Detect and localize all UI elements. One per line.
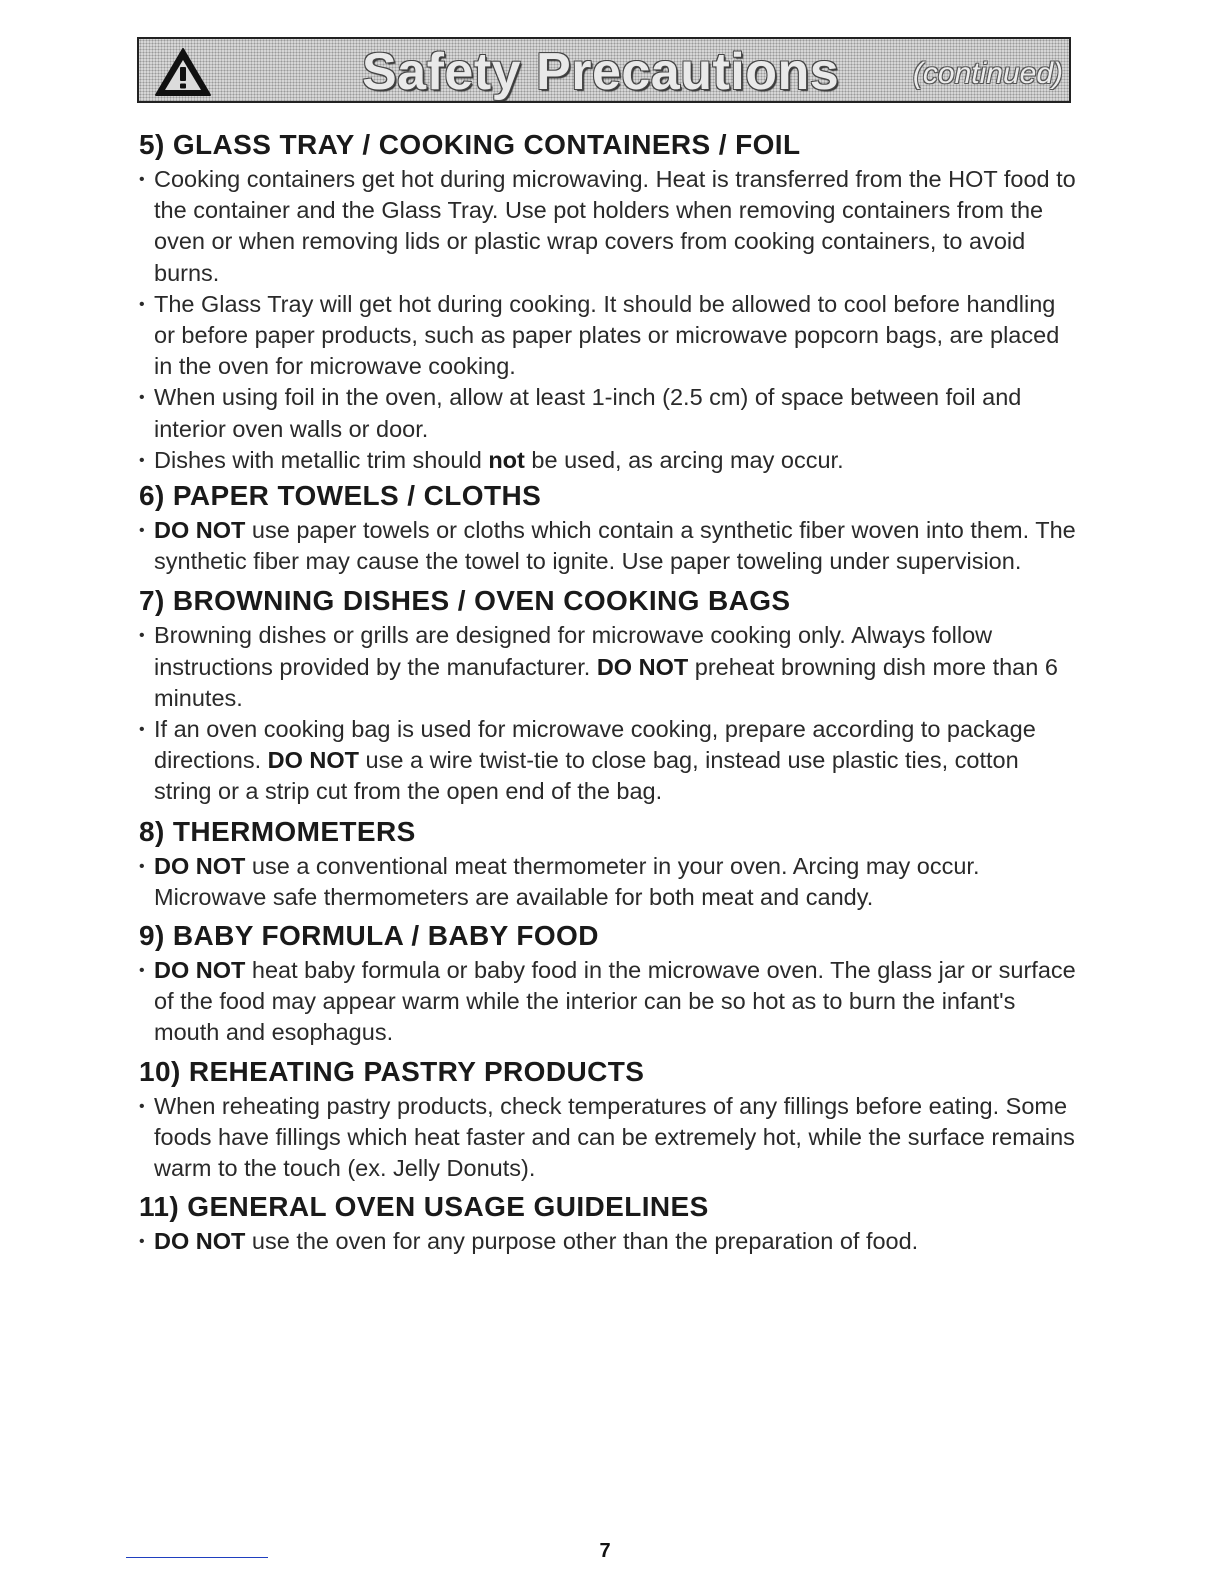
bullet-list <box>139 955 1079 1049</box>
section-heading: 8) THERMOMETERS <box>139 815 416 847</box>
section-heading: 5) GLASS TRAY / COOKING CONTAINERS / FOIL <box>139 129 801 160</box>
bullet-item: • Cooking containers get hot during microwaving. Heat is transferred from the HOT food to the container and the Glass Tray. Use pot holders when removing containers from the oven or when removing lids or plastic wrap covers from cooking containers, to avoid burns. <box>139 164 1079 289</box>
page-header-banner <box>137 37 1071 103</box>
section-heading: 11) GENERAL OVEN USAGE GUIDELINES <box>139 1191 709 1223</box>
bullet-list <box>139 620 1079 807</box>
footer-rule <box>126 1557 268 1558</box>
bullet-list <box>139 164 1079 476</box>
section-heading: 9) BABY FORMULA / BABY FOOD <box>139 920 599 952</box>
bullet-list <box>139 1226 1079 1257</box>
bullet-item: • DO NOT use paper towels or cloths which contain a synthetic fiber woven into them. The synthetic fiber may cause the towel to ignite. Use paper toweling under supervision. <box>139 515 1079 577</box>
section-heading: 6) PAPER TOWELS / CLOTHS <box>139 480 542 512</box>
bullet-item: • If an oven cooking bag is used for microwave cooking, prepare according to package directions. DO NOT use a wire twist-tie to close bag, instead use plastic ties, cotton string or a strip cut from the open end of the bag. <box>139 714 1079 808</box>
bullet-item: • When reheating pastry products, check temperatures of any fillings before eating. Some foods have fillings which heat faster and can be extremely hot, while the surface remains warm to the touch (ex. Jelly Donuts). <box>139 1091 1079 1185</box>
bullet-item: • DO NOT use the oven for any purpose other than the preparation of food. <box>139 1226 1079 1257</box>
section-general-usage <box>139 1188 1079 1257</box>
section-baby-formula <box>139 917 1079 1049</box>
section-browning-dishes <box>139 582 1079 807</box>
bullet-list <box>139 851 1079 913</box>
safety-content <box>139 126 1079 1257</box>
section-heading: 10) REHEATING PASTRY PRODUCTS <box>139 1055 645 1087</box>
section-glass-tray <box>139 126 1079 476</box>
bullet-item: • When using foil in the oven, allow at least 1-inch (2.5 cm) of space between foil and interior oven walls or door. <box>139 382 1079 444</box>
continued-label: (continued) <box>912 57 1063 90</box>
bullet-item: • DO NOT heat baby formula or baby food in the microwave oven. The glass jar or surface of the food may appear warm while the interior can be so hot as to burn the infant's mouth and esophagus. <box>139 955 1079 1049</box>
bullet-item: • Dishes with metallic trim should not be used, as arcing may occur. <box>139 445 1079 476</box>
bullet-item: • Browning dishes or grills are designed for microwave cooking only. Always follow instructions provided by the manufacturer. DO NOT preheat browning dish more than 6 minutes. <box>139 620 1079 714</box>
bullet-item: • The Glass Tray will get hot during cooking. It should be allowed to cool before handling or before paper products, such as paper plates or microwave popcorn bags, are placed in the oven for microwave cooking. <box>139 289 1079 383</box>
page-number: 7 <box>599 1540 611 1562</box>
section-reheating-pastry <box>139 1053 1079 1185</box>
page-title: Safety Precautions <box>362 43 840 101</box>
bullet-item: • DO NOT use a conventional meat thermometer in your oven. Arcing may occur. Microwave safe thermometers are available for both meat and candy. <box>139 851 1079 913</box>
warning-triangle-icon <box>154 46 212 98</box>
section-paper-towels <box>139 477 1079 577</box>
section-heading: 7) BROWNING DISHES / OVEN COOKING BAGS <box>139 585 791 617</box>
bullet-list <box>139 515 1079 577</box>
bullet-list <box>139 1091 1079 1185</box>
section-thermometers <box>139 813 1079 913</box>
